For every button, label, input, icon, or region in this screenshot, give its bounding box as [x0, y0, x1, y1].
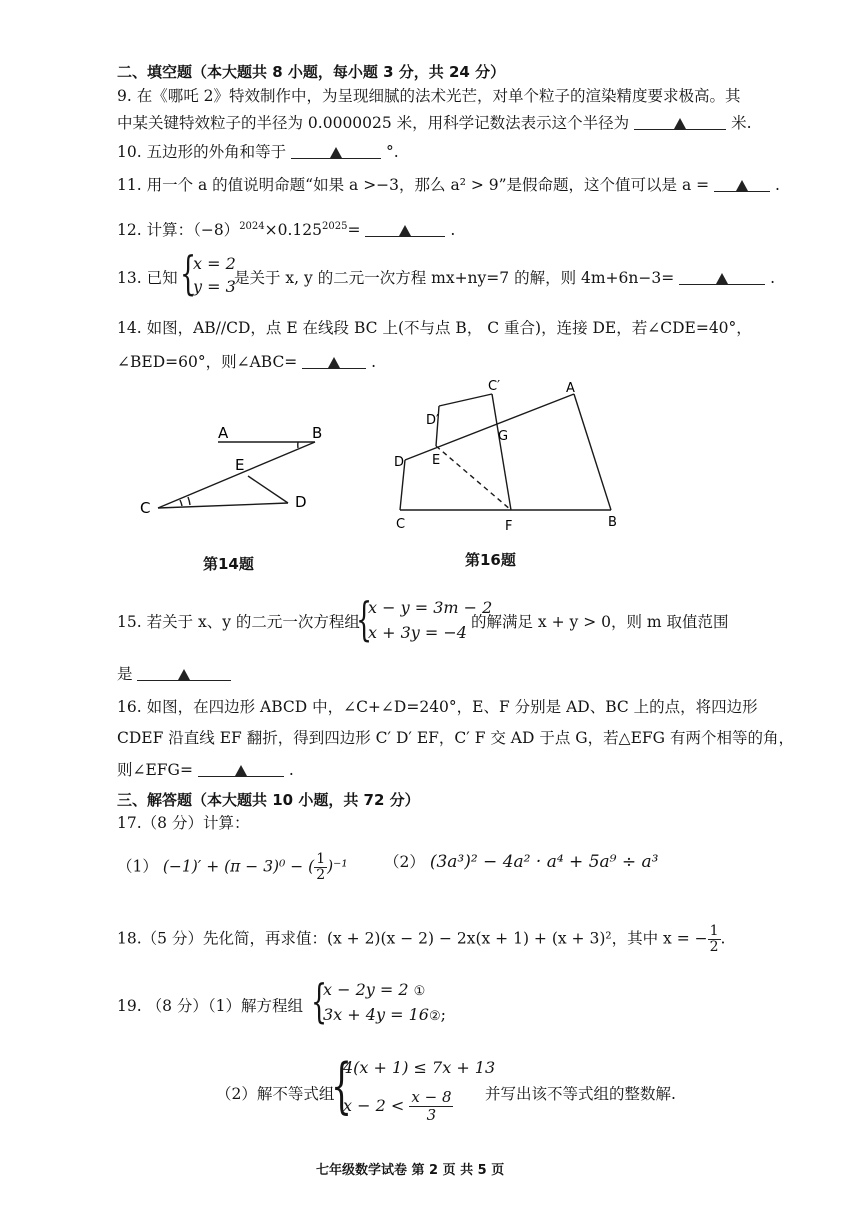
- q16-line3: [117, 760, 294, 780]
- q18-frac-numerator: 1: [709, 923, 719, 939]
- q18-suffix: .: [720, 929, 726, 948]
- q14-line2: [117, 352, 376, 372]
- page-footer: 七年级数学试卷 第 2 页 共 5 页: [316, 1163, 505, 1178]
- q15-prefix: 15. 若关于 x、y 的二元一次方程组: [117, 613, 360, 631]
- q16-line2: CDEF 沿直线 EF 翻折，得到四边形 C′ D′ EF，C′ F 交 AD 于点 G，若△EFG 有两个相等的角，: [117, 729, 794, 747]
- q19-ineq2-fraction: [409, 1089, 453, 1124]
- q19-ineq2-denominator: 3: [426, 1106, 437, 1124]
- fig16-label-C: C: [396, 517, 406, 532]
- q12: [117, 217, 455, 240]
- q19-eq2-line: [323, 1004, 446, 1028]
- fig16-label-D: D: [394, 455, 405, 470]
- answer-triangle-icon: [674, 118, 686, 129]
- q13-suffix: .: [770, 269, 776, 287]
- fig16-caption: 第16题: [465, 551, 516, 569]
- q17-part1: [117, 852, 348, 883]
- q18-text: 18.（5 分）先化简，再求值：(x + 2)(x − 2) − 2x(x + 1) + (x + 3)²，其中 x = −: [117, 929, 708, 948]
- q19-eq2: 3x + 4y = 16: [323, 1005, 429, 1024]
- q13-eq2: y = 3: [193, 277, 236, 296]
- q13-prefix: 13. 已知: [117, 269, 178, 287]
- q17-p1-frac-numerator: 1: [316, 851, 326, 867]
- q17-p1-fraction: [314, 852, 327, 883]
- q11-text: 11. 用一个 a 的值说明命题“如果 a >−3，那么 a² > 9”是假命题，这个值可以是 a =: [117, 176, 710, 194]
- q10: [117, 142, 399, 162]
- fig14-label-D: D: [295, 493, 307, 511]
- q13-brace: {: [180, 246, 197, 300]
- q17-part2: [384, 852, 658, 872]
- q14-suffix: .: [371, 353, 377, 371]
- q19-eq2-mark: ②: [428, 1009, 441, 1024]
- q18-frac-denominator: 2: [709, 939, 719, 955]
- q10-suffix: °.: [385, 143, 399, 161]
- q12-suffix: .: [450, 221, 456, 240]
- q12-answer-blank[interactable]: [365, 220, 445, 237]
- q11-answer-blank[interactable]: [714, 175, 770, 192]
- q17-p1-frac-denominator: 2: [316, 867, 326, 883]
- q19-eq1-mark: ①: [413, 984, 426, 999]
- figure-16: [388, 378, 628, 538]
- q15-line2-text: 是: [117, 665, 133, 683]
- q18-fraction: [708, 924, 721, 955]
- answer-triangle-icon: [178, 669, 190, 680]
- answer-triangle-icon: [235, 765, 247, 776]
- q14-line1: 14. 如图，AB//CD，点 E 在线段 BC 上(不与点 B， C 重合)，连接 DE，若∠CDE=40°，: [117, 319, 752, 337]
- q12-exp1: 2024: [239, 221, 265, 232]
- q11-suffix: .: [775, 176, 780, 194]
- q15-eq2: x + 3y = −4: [368, 623, 467, 642]
- q14-text: ∠BED=60°，则∠ABC=: [117, 353, 298, 371]
- q13-text: 是关于 x, y 的二元一次方程 mx+ny=7 的解，则 4m+6n−3=: [234, 269, 675, 287]
- q17-p1-expr: (−1)′ + (π − 3)⁰ − (: [162, 857, 315, 876]
- fig14-label-C: C: [140, 499, 151, 517]
- q9-line1: 9. 在《哪吒 2》特效制作中，为呈现细腻的法术光芒，对单个粒子的渲染精度要求极高。其: [117, 87, 741, 105]
- q12-exp2: 2025: [322, 221, 348, 232]
- q19-ineq2-left: x − 2 <: [343, 1096, 405, 1115]
- q17-p1-label: （1）: [117, 857, 158, 876]
- q19-ineq2-line: [343, 1089, 453, 1124]
- q15-line2: [117, 664, 231, 684]
- q19-ineq-brace: {: [331, 1051, 353, 1121]
- fig16-label-A: A: [566, 381, 575, 396]
- q9-suffix: 米.: [731, 114, 752, 132]
- q10-text: 10. 五边形的外角和等于: [117, 143, 287, 161]
- fig14-label-A: A: [218, 424, 229, 442]
- fold-line-EF: [436, 446, 511, 510]
- q16-suffix: .: [288, 761, 294, 779]
- q17-p1-tail: )⁻¹: [327, 857, 348, 876]
- q19-eq-tail: ;: [440, 1005, 446, 1024]
- segment-BA: [574, 394, 611, 510]
- q12-mid: ×0.125: [264, 221, 323, 240]
- q19-eq1-line: [323, 979, 425, 1003]
- q13-eq1: x = 2: [193, 254, 236, 273]
- q9-line2: [117, 113, 752, 133]
- answer-triangle-icon: [399, 225, 411, 236]
- q17-p2-expr: (3a³)² − 4a² · a⁴ + 5a⁹ ÷ a³: [429, 852, 659, 872]
- q17-title: 17.（8 分）计算：: [117, 814, 250, 832]
- fig14-label-B: B: [312, 424, 323, 442]
- segment-D1C1: [439, 394, 492, 406]
- segment-C1F: [492, 394, 511, 510]
- segment-BC: [158, 442, 315, 508]
- q19-eq1: x − 2y = 2: [323, 980, 409, 999]
- fig16-label-E: E: [432, 453, 441, 468]
- fig14-caption: 第14题: [203, 555, 254, 573]
- q15-text: 的解满足 x + y > 0，则 m 取值范围: [471, 613, 729, 631]
- q16-text: 则∠EFG=: [117, 761, 193, 779]
- q17-p2-label: （2）: [384, 853, 425, 871]
- q9-text: 中某关键特效粒子的半径为 0.0000025 米，用科学记数法表示这个半径为: [117, 114, 630, 132]
- fig16-label-C1: C′: [488, 379, 501, 394]
- section2-heading: 二、填空题（本大题共 8 小题，每小题 3 分，共 24 分）: [117, 63, 506, 81]
- fig16-label-F: F: [505, 519, 513, 534]
- q18: [117, 924, 725, 955]
- q12-eq: =: [347, 221, 361, 240]
- q14-answer-blank[interactable]: [302, 352, 366, 369]
- q19-ineq2-numerator: x − 8: [411, 1088, 452, 1106]
- answer-triangle-icon: [716, 273, 728, 284]
- q19-ineq1: 4(x + 1) ≤ 7x + 13: [343, 1058, 496, 1077]
- q19-p2-tail: 并写出该不等式组的整数解.: [485, 1085, 676, 1103]
- q19-title: 19. （8 分）（1）解方程组: [117, 997, 303, 1015]
- q11: [117, 175, 780, 195]
- section3-heading: 三、解答题（本大题共 10 小题，共 72 分）: [117, 791, 420, 809]
- q13-answer-blank[interactable]: [679, 268, 765, 285]
- q9-answer-blank[interactable]: [634, 113, 726, 130]
- fig16-label-G: G: [498, 429, 509, 444]
- q15-brace: {: [356, 592, 373, 646]
- fig16-label-D1: D′: [426, 413, 439, 428]
- q19-brace: {: [311, 974, 328, 1028]
- q15-eq1: x − y = 3m − 2: [368, 598, 493, 617]
- q13-line: [234, 268, 775, 288]
- q16-line1: 16. 如图，在四边形 ABCD 中，∠C+∠D=240°，E、F 分别是 AD、BC 上的点，将四边形: [117, 698, 758, 716]
- q12-text: 12. 计算：（−8）: [117, 221, 240, 240]
- segment-CD: [158, 503, 288, 508]
- q10-answer-blank[interactable]: [291, 142, 381, 159]
- q19-p2-label: （2）解不等式组: [216, 1085, 335, 1103]
- answer-triangle-icon: [328, 357, 340, 368]
- q15-answer-blank[interactable]: [137, 664, 231, 681]
- q16-answer-blank[interactable]: [198, 760, 284, 777]
- fig14-label-E: E: [235, 456, 245, 474]
- figure-14: [130, 415, 330, 525]
- angle-C-arc2: [188, 497, 190, 505]
- answer-triangle-icon: [330, 147, 342, 158]
- angle-C-arc: [180, 500, 182, 506]
- fig16-label-B: B: [608, 515, 617, 530]
- answer-triangle-icon: [736, 180, 748, 191]
- segment-DE: [248, 476, 288, 503]
